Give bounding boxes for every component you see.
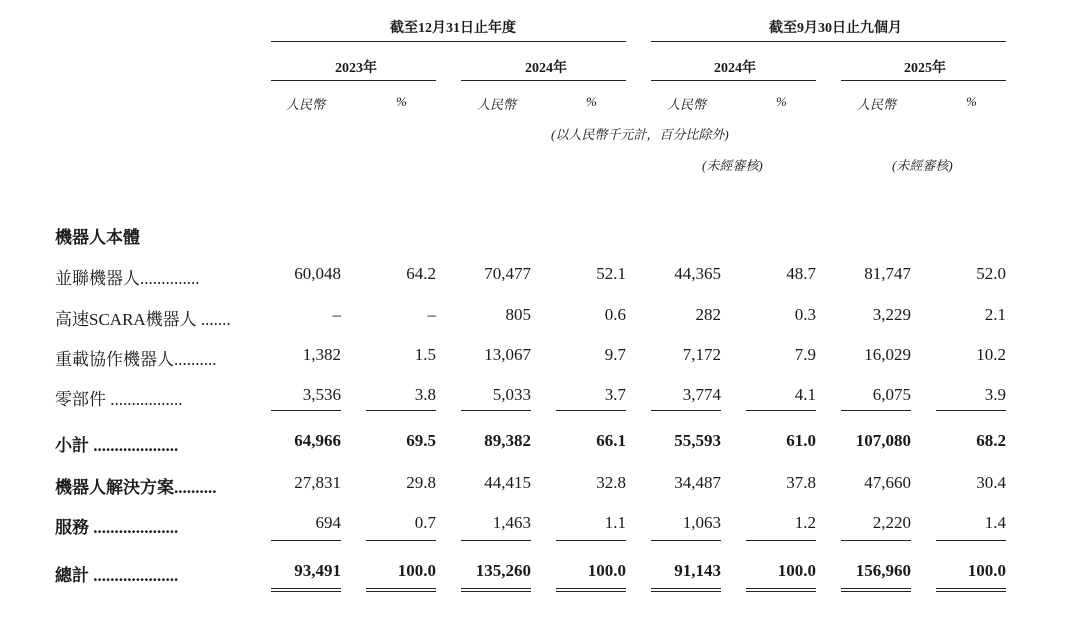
year-header-2: 2024年 (525, 61, 567, 76)
period-header-nine-months: 截至9月30日止九個月 (769, 21, 902, 36)
subtotal-rule-8 (936, 410, 1006, 411)
table-cell: 48.7 (786, 264, 816, 283)
table-cell: 4.1 (794, 385, 816, 404)
table-cell: 29.8 (406, 473, 436, 492)
period-rule-nine-months (651, 41, 1006, 42)
total-rule-5 (651, 540, 721, 541)
table-cell: 3,229 (872, 305, 911, 324)
table-cell: 1,063 (682, 513, 721, 532)
total-rule-2 (366, 540, 436, 541)
table-cell: 9.7 (604, 345, 626, 364)
table-cell: 37.8 (786, 473, 816, 492)
table-cell: 30.4 (976, 473, 1006, 492)
table-cell: 27,831 (294, 473, 341, 492)
table-cell: 69.5 (406, 431, 436, 450)
table-cell: 3,536 (302, 385, 341, 404)
table-cell: 6,075 (872, 385, 911, 404)
table-cell: 52.0 (976, 264, 1006, 283)
table-cell: 47,660 (864, 473, 911, 492)
table-cell: 7.9 (794, 345, 816, 364)
total-double-rule-4 (556, 588, 626, 592)
table-cell: 694 (315, 513, 341, 532)
table-cell: 3.8 (414, 385, 436, 404)
row-label-subtotal: 小計 .................... (55, 436, 179, 455)
table-cell: – (427, 305, 436, 324)
table-cell: 100.0 (587, 561, 626, 580)
table-cell: 44,365 (674, 264, 721, 283)
table-cell: 156,960 (855, 561, 911, 580)
unit-rmb-3: 人民幣 (667, 97, 707, 112)
row-label-services: 服務 .................... (55, 518, 179, 537)
unit-pct-3: % (776, 94, 787, 109)
table-cell: 0.6 (604, 305, 626, 324)
subtotal-rule-6 (746, 410, 816, 411)
table-cell: 0.7 (414, 513, 436, 532)
table-cell: 1,463 (492, 513, 531, 532)
total-double-rule-7 (841, 588, 911, 592)
table-cell: 1.5 (414, 345, 436, 364)
total-double-rule-5 (651, 588, 721, 592)
subtotal-rule-4 (556, 410, 626, 411)
table-cell: 10.2 (976, 345, 1006, 364)
unaudited-note-2025: (未經審核) (892, 158, 953, 173)
table-cell: 55,593 (674, 431, 721, 450)
year-header-3: 2024年 (714, 61, 756, 76)
thousands-note: (以人民幣千元計，百分比除外) (551, 127, 729, 142)
table-cell: 100.0 (777, 561, 816, 580)
year-rule-1 (271, 80, 436, 81)
table-cell: 7,172 (682, 345, 721, 364)
row-label-scara: 高速SCARA機器人 ....... (55, 310, 231, 329)
table-cell: 61.0 (786, 431, 816, 450)
table-cell: 1.1 (604, 513, 626, 532)
unit-pct-4: % (966, 94, 977, 109)
table-cell: 2,220 (872, 513, 911, 532)
total-double-rule-3 (461, 588, 531, 592)
table-cell: 2.1 (984, 305, 1006, 324)
table-cell: 64,966 (294, 431, 341, 450)
total-double-rule-2 (366, 588, 436, 592)
unit-rmb-4: 人民幣 (857, 97, 897, 112)
table-cell: 93,491 (294, 561, 341, 580)
unit-rmb-2: 人民幣 (477, 97, 517, 112)
table-cell: 52.1 (596, 264, 626, 283)
table-cell: 1.4 (984, 513, 1006, 532)
table-cell: 91,143 (674, 561, 721, 580)
year-rule-4 (841, 80, 1006, 81)
total-rule-4 (556, 540, 626, 541)
table-cell: – (332, 305, 341, 324)
table-cell: 81,747 (864, 264, 911, 283)
table-cell: 70,477 (484, 264, 531, 283)
table-cell: 0.3 (794, 305, 816, 324)
row-label-parallel: 並聯機器人.............. (55, 269, 200, 288)
period-rule-year (271, 41, 626, 42)
subtotal-rule-7 (841, 410, 911, 411)
total-rule-6 (746, 540, 816, 541)
total-rule-7 (841, 540, 911, 541)
unit-rmb-1: 人民幣 (286, 97, 326, 112)
unit-pct-1: % (396, 94, 407, 109)
table-cell: 3.9 (984, 385, 1006, 404)
total-double-rule-1 (271, 588, 341, 592)
unit-pct-2: % (586, 94, 597, 109)
row-label-cobot: 重載協作機器人.......... (55, 350, 217, 369)
table-cell: 1.2 (794, 513, 816, 532)
period-header-year: 截至12月31日止年度 (390, 21, 516, 36)
subtotal-rule-3 (461, 410, 531, 411)
table-cell: 805 (505, 305, 531, 324)
year-rule-2 (461, 80, 626, 81)
year-header-4: 2025年 (904, 61, 946, 76)
table-cell: 13,067 (484, 345, 531, 364)
total-double-rule-6 (746, 588, 816, 592)
table-cell: 64.2 (406, 264, 436, 283)
subtotal-rule-5 (651, 410, 721, 411)
subtotal-rule-1 (271, 410, 341, 411)
table-cell: 32.8 (596, 473, 626, 492)
total-double-rule-8 (936, 588, 1006, 592)
year-rule-3 (651, 80, 816, 81)
total-rule-8 (936, 540, 1006, 541)
table-cell: 3,774 (682, 385, 721, 404)
table-cell: 3.7 (604, 385, 626, 404)
table-cell: 60,048 (294, 264, 341, 283)
table-cell: 100.0 (967, 561, 1006, 580)
table-cell: 5,033 (492, 385, 531, 404)
total-rule-3 (461, 540, 531, 541)
unaudited-note-2024: (未經審核) (702, 158, 763, 173)
table-cell: 100.0 (397, 561, 436, 580)
table-cell: 1,382 (302, 345, 341, 364)
section-title: 機器人本體 (55, 228, 140, 247)
table-cell: 16,029 (864, 345, 911, 364)
table-cell: 282 (695, 305, 721, 324)
table-cell: 107,080 (855, 431, 911, 450)
subtotal-rule-2 (366, 410, 436, 411)
year-header-1: 2023年 (335, 61, 377, 76)
row-label-total: 總計 .................... (55, 566, 179, 585)
table-cell: 34,487 (674, 473, 721, 492)
table-cell: 44,415 (484, 473, 531, 492)
table-cell: 68.2 (976, 431, 1006, 450)
total-rule-1 (271, 540, 341, 541)
row-label-components: 零部件 ................. (55, 390, 183, 409)
table-cell: 66.1 (596, 431, 626, 450)
table-cell: 135,260 (475, 561, 531, 580)
table-cell: 89,382 (484, 431, 531, 450)
row-label-solutions: 機器人解決方案.......... (55, 478, 217, 497)
